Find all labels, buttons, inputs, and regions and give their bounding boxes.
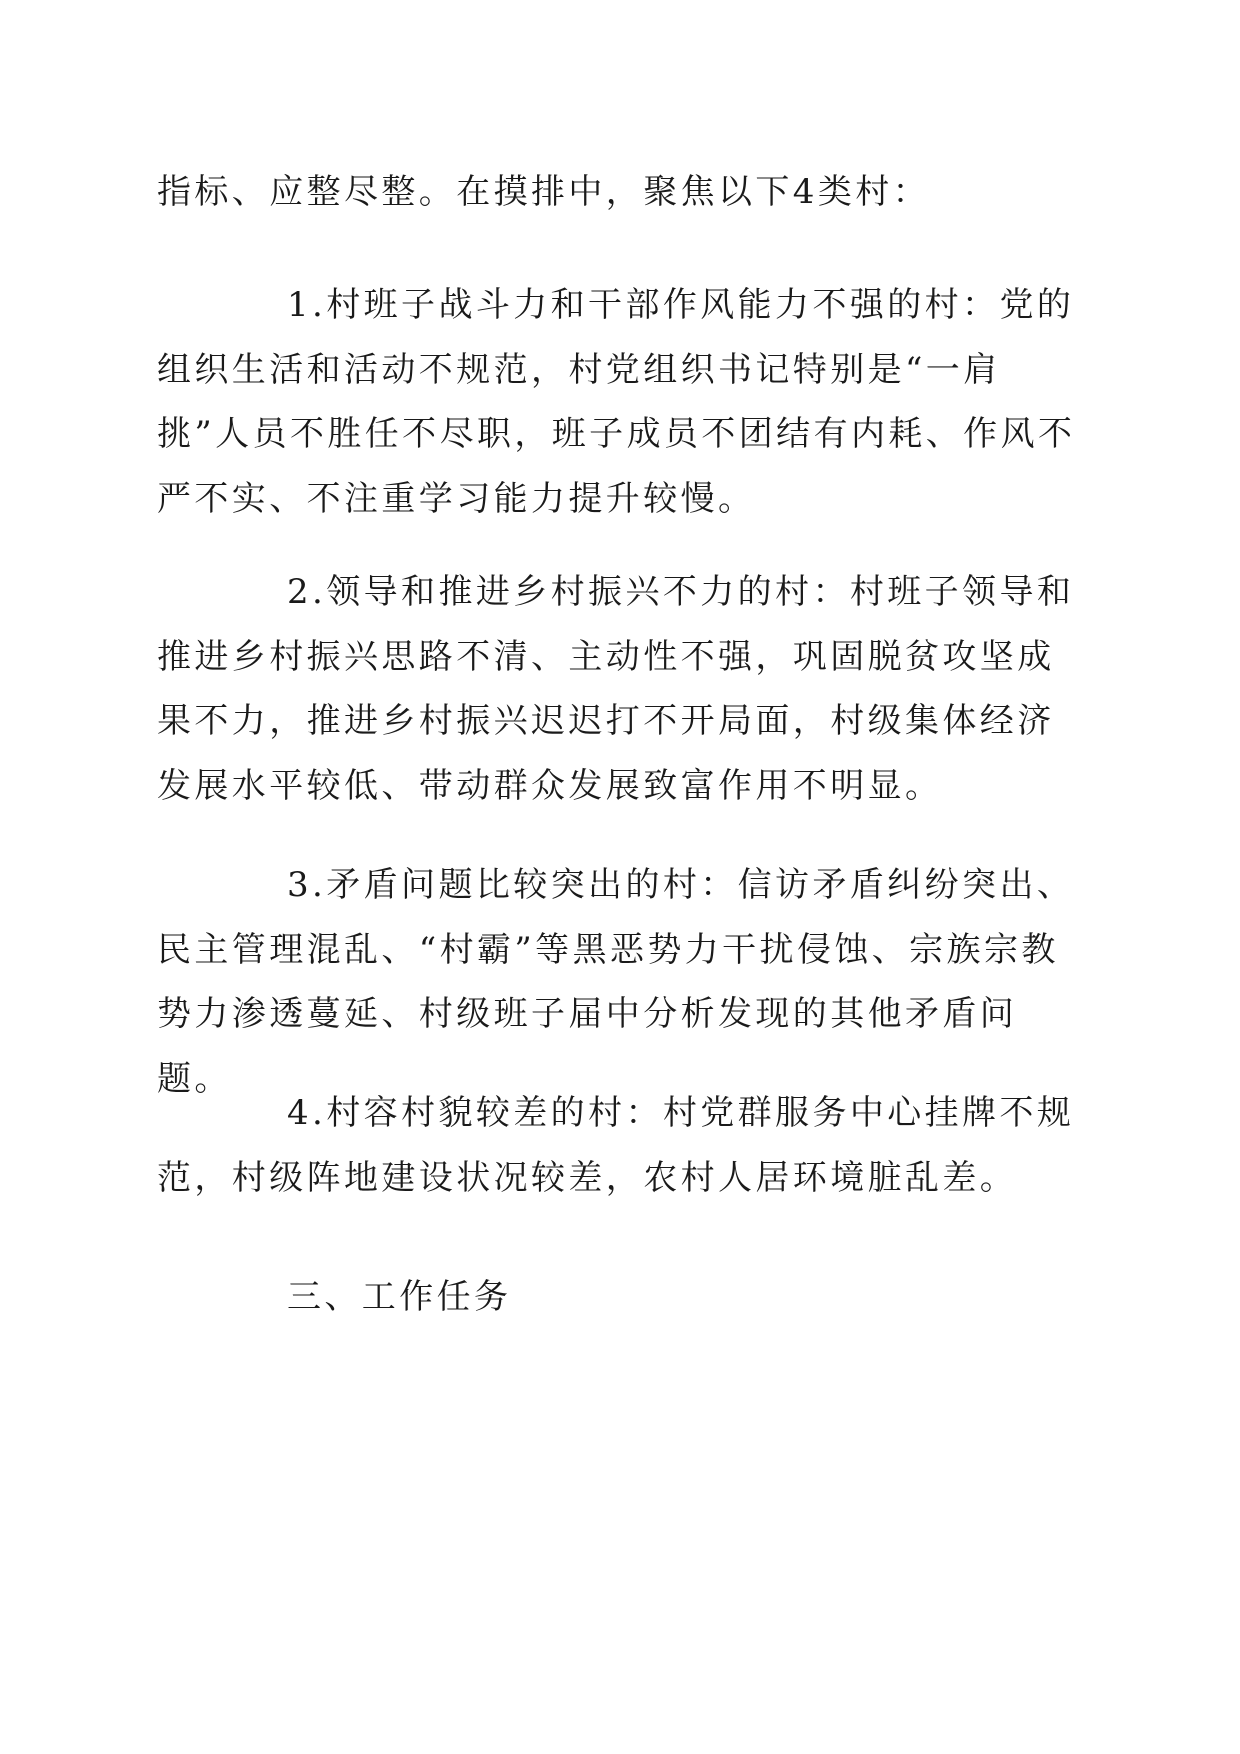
section-heading: 三、工作任务: [287, 1277, 512, 1317]
list-item-2: 2.领导和推进乡村振兴不力的村：村班子领导和推进乡村振兴思路不清、主动性不强，巩固脱贫攻坚成果不力，推进乡村振兴迟迟打不开局面，村级集体经济发展水平较低、带动群众发展致富作用不明显。: [157, 572, 1075, 806]
list-item-4: 4.村容村貌较差的村：村党群服务中心挂牌不规范，村级阵地建设状况较差，农村人居环境脏乱差。: [157, 1093, 1075, 1198]
list-item-1: 1.村班子战斗力和干部作风能力不强的村：党的组织生活和活动不规范，村党组织书记特别是“一肩挑”人员不胜任不尽职，班子成员不团结有内耗、作风不严不实、不注重学习能力提升较慢。: [157, 285, 1076, 519]
list-item-3: 3.矛盾问题比较突出的村：信访矛盾纠纷突出、民主管理混乱、“村霸”等黑恶势力干扰侵蚀、宗族宗教势力渗透蔓延、村级班子届中分析发现的其他矛盾问题。: [157, 865, 1075, 1099]
continuation-paragraph: 指标、应整尽整。在摸排中，聚焦以下4类村：: [157, 172, 931, 212]
